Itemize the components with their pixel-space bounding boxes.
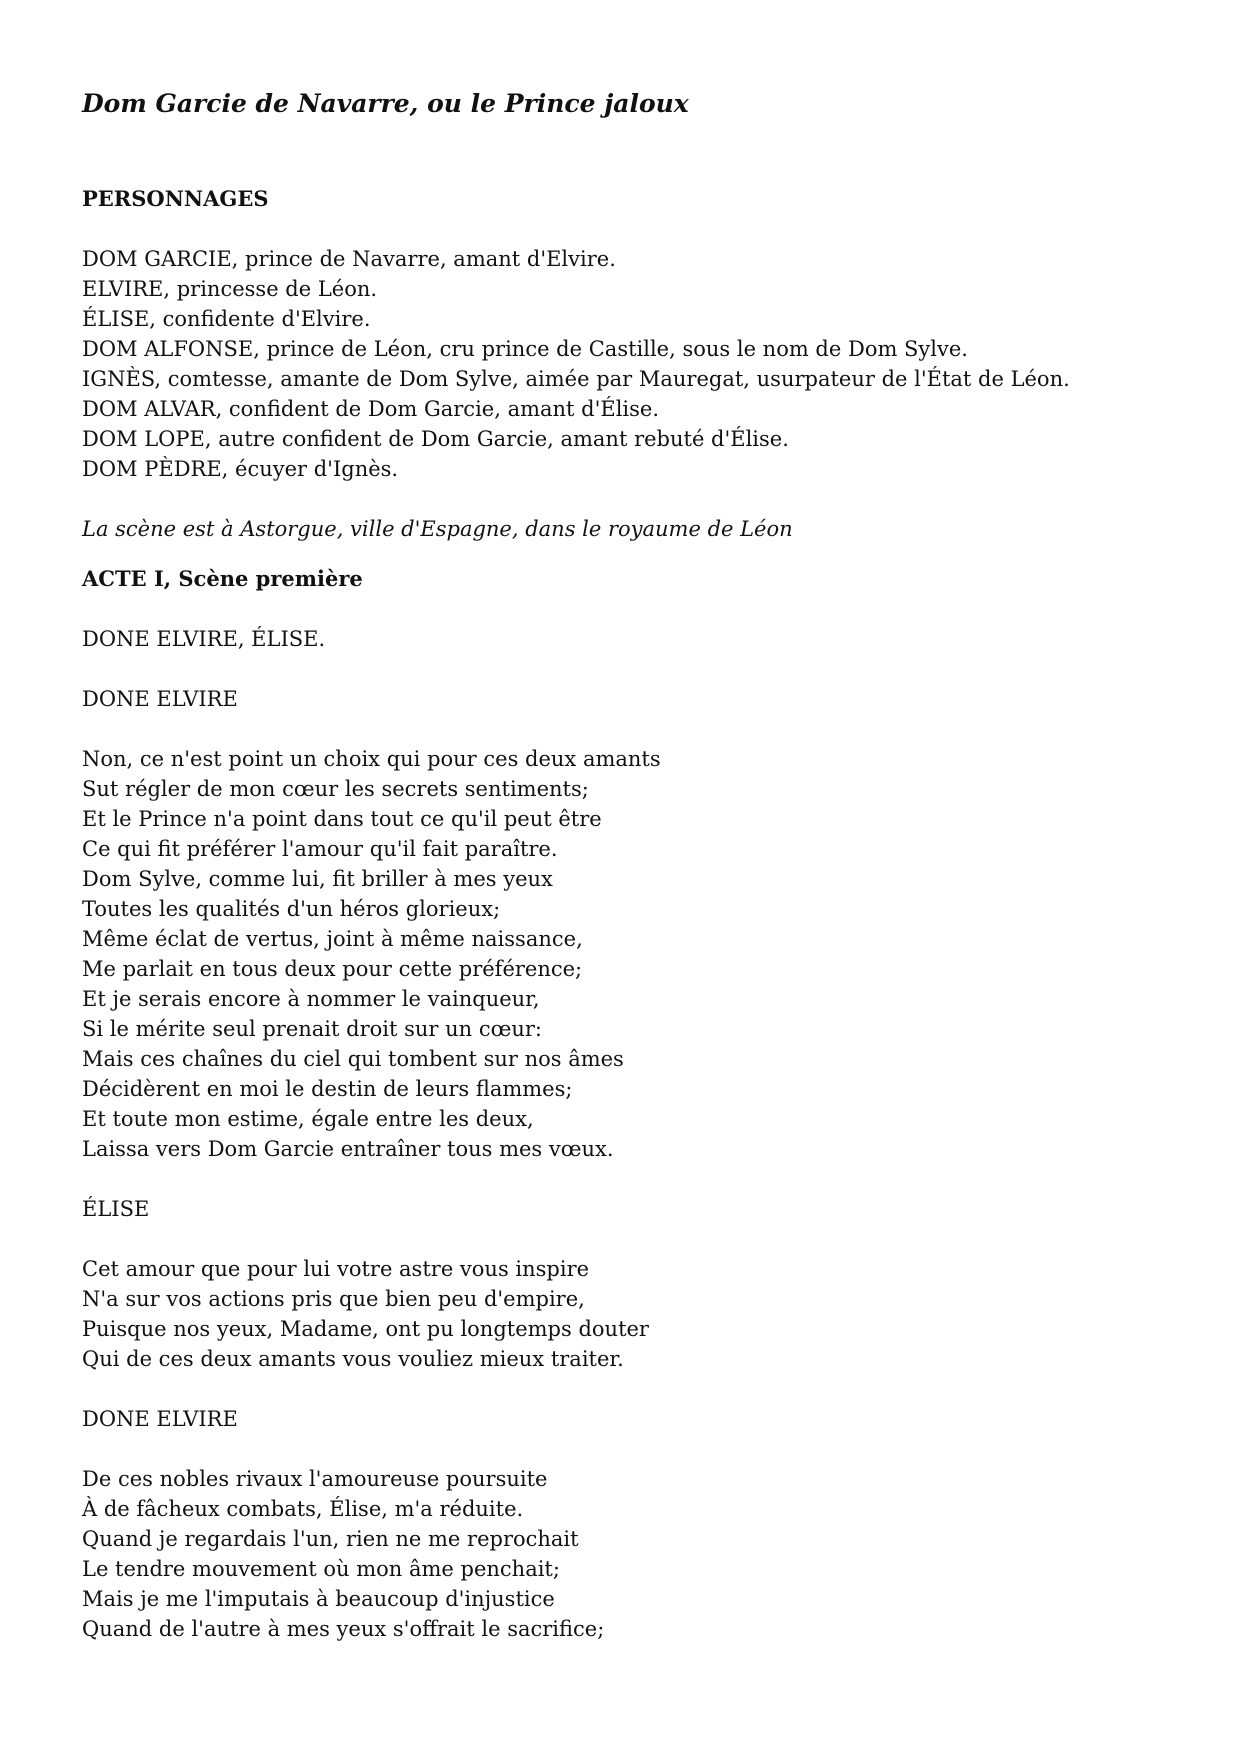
verse-line: Puisque nos yeux, Madame, ont pu longtemps douter	[82, 1317, 649, 1341]
cast-entry: IGNÈS, comtesse, amante de Dom Sylve, aimée par Mauregat, usurpateur de l'État de Léon.	[82, 367, 1070, 391]
act-heading: ACTE I, Scène première	[82, 566, 363, 591]
play-title: Dom Garcie de Navarre, ou le Prince jaloux	[82, 89, 689, 118]
cast-entry: ELVIRE, princesse de Léon.	[82, 277, 378, 301]
verse-line: Sut régler de mon cœur les secrets sentiments;	[82, 777, 589, 801]
verse-line: Quand de l'autre à mes yeux s'offrait le sacrifice;	[82, 1617, 605, 1641]
cast-entry: DOM LOPE, autre confident de Dom Garcie, amant rebuté d'Élise.	[82, 427, 789, 451]
verse-line: Qui de ces deux amants vous vouliez mieux traiter.	[82, 1347, 624, 1371]
speaker-name: DONE ELVIRE	[82, 1407, 238, 1431]
cast-list	[82, 244, 1182, 484]
setting-note: La scène est à Astorgue, ville d'Espagne, dans le royaume de Léon	[82, 517, 793, 541]
verse-line: Me parlait en tous deux pour cette préférence;	[82, 957, 583, 981]
verse-line: À de fâcheux combats, Élise, m'a réduite.	[82, 1497, 524, 1521]
verse-line: Laissa vers Dom Garcie entraîner tous mes vœux.	[82, 1137, 614, 1161]
verse-line: Mais ces chaînes du ciel qui tombent sur nos âmes	[82, 1047, 624, 1071]
cast-entry: ÉLISE, confidente d'Elvire.	[82, 307, 371, 331]
verse-line: Cet amour que pour lui votre astre vous inspire	[82, 1257, 590, 1281]
verse-line: Même éclat de vertus, joint à même naissance,	[82, 927, 583, 951]
personnages-heading: PERSONNAGES	[82, 186, 269, 211]
verse-line: Si le mérite seul prenait droit sur un cœur:	[82, 1017, 543, 1041]
verse-line: Ce qui fit préférer l'amour qu'il fait paraître.	[82, 837, 558, 861]
characters-present: DONE ELVIRE, ÉLISE.	[82, 627, 326, 651]
verse-line: Mais je me l'imputais à beaucoup d'injustice	[82, 1587, 555, 1611]
cast-entry: DOM PÈDRE, écuyer d'Ignès.	[82, 457, 399, 481]
verse-block	[82, 744, 1182, 1164]
speaker-name: DONE ELVIRE	[82, 687, 238, 711]
cast-entry: DOM ALVAR, confident de Dom Garcie, amant d'Élise.	[82, 397, 660, 421]
verse-line: N'a sur vos actions pris que bien peu d'empire,	[82, 1287, 585, 1311]
verse-line: Et toute mon estime, égale entre les deux,	[82, 1107, 534, 1131]
verse-line: Toutes les qualités d'un héros glorieux;	[82, 897, 501, 921]
cast-entry: DOM GARCIE, prince de Navarre, amant d'Elvire.	[82, 247, 616, 271]
verse-line: Le tendre mouvement où mon âme penchait;	[82, 1557, 560, 1581]
verse-line: Quand je regardais l'un, rien ne me reprochait	[82, 1527, 579, 1551]
verse-line: De ces nobles rivaux l'amoureuse poursuite	[82, 1467, 548, 1491]
speaker-name: ÉLISE	[82, 1197, 150, 1221]
verse-line: Et je serais encore à nommer le vainqueur,	[82, 987, 540, 1011]
verse-line: Et le Prince n'a point dans tout ce qu'il peut être	[82, 807, 602, 831]
verse-line: Décidèrent en moi le destin de leurs flammes;	[82, 1077, 573, 1101]
verse-line: Dom Sylve, comme lui, fit briller à mes yeux	[82, 867, 553, 891]
cast-entry: DOM ALFONSE, prince de Léon, cru prince de Castille, sous le nom de Dom Sylve.	[82, 337, 968, 361]
verse-block	[82, 1464, 1182, 1644]
document-page	[82, 86, 1182, 1644]
verse-line: Non, ce n'est point un choix qui pour ces deux amants	[82, 747, 661, 771]
verse-block	[82, 1254, 1182, 1374]
